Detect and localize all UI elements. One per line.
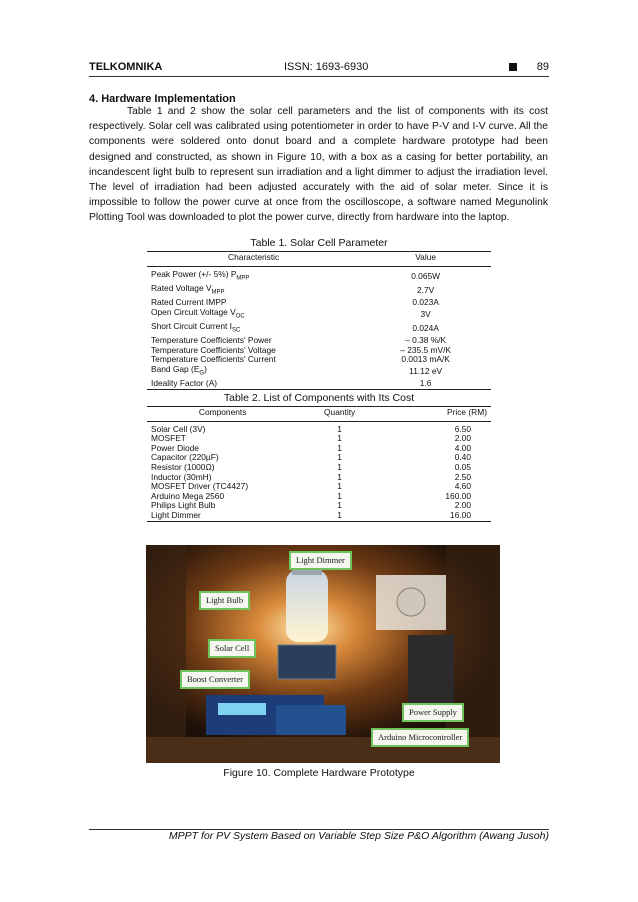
header-rule: [89, 76, 549, 77]
table1-value-cell: 3V: [420, 309, 431, 320]
table2-component-cell: Arduino Mega 2560: [151, 490, 225, 501]
table1-value-cell: 2.7V: [417, 285, 435, 296]
page-number: 89: [536, 61, 549, 73]
table2-price-cell: 0.05: [454, 461, 471, 472]
table2-component-cell: Resistor (1000Ω): [151, 461, 215, 472]
table1-row: [147, 266, 491, 284]
table1-value-cell: 0.024A: [412, 323, 439, 334]
body-paragraph: Table 1 and 2 show the solar cell parameters and the list of components with its cost respectively. Solar cell was calibrated using potentiometer in order to have P-V and I-V curve. All the components were soldered onto donut board and a complete hardware prototype had been designed and constructed, as shown in Figure 10, with a box as a casing for better portability, an incandescent light bulb to represent sun irradiation and a light dimmer to adjust the irradiation level. The level of irradiation had been adjusted accurately with the aid of solar meter. Since it is impossible to follow the power curve at once from the oscilloscope, a software named Megunolink Plotting Tool was downloaded to plot the power curve, directly from hardware into the laptop.: [89, 106, 548, 224]
table2-quantity-cell: 1: [337, 490, 342, 501]
issn: ISSN: 1693-6930: [284, 61, 369, 73]
label-power-supply: Power Supply: [402, 703, 464, 722]
table2-component-cell: Philips Light Bulb: [151, 500, 216, 511]
table1: [147, 251, 491, 390]
label-solar-cell: Solar Cell: [208, 639, 256, 658]
label-light-bulb: Light Bulb: [199, 591, 250, 610]
page-header: [89, 61, 549, 75]
table2-header-components: Components: [147, 407, 298, 422]
characteristic-name: Band Gap (E: [151, 364, 200, 375]
table1-header-characteristic: Characteristic: [147, 252, 360, 267]
table2-quantity-cell: 1: [337, 433, 342, 444]
table2-header-quantity: Quantity: [298, 407, 381, 422]
characteristic-subscript: SC: [231, 327, 241, 334]
characteristic-name: Open Circuit Voltage V: [151, 306, 236, 317]
running-footer: MPPT for PV System Based on Variable Step Size P&O Algorithm (Awang Jusoh): [168, 830, 549, 842]
table1-characteristic-cell: [147, 379, 360, 389]
table1-row: [147, 365, 491, 379]
label-arduino-microcontroller: Arduino Microcontroller: [371, 728, 469, 747]
label-light-dimmer: Light Dimmer: [289, 551, 352, 570]
table1-value-cell: 0.0013 mA/K: [401, 354, 450, 365]
table2-price-cell: 4.00: [454, 442, 471, 453]
table2-row: [147, 421, 491, 434]
table2-price-cell: 2.00: [454, 433, 471, 444]
hardware-photo: [146, 545, 500, 763]
table2-component-cell: MOSFET: [151, 433, 186, 444]
table2-price-cell: 4.60: [454, 481, 471, 492]
table2-quantity-cell: 1: [298, 511, 381, 521]
characteristic-subscript: MPP: [236, 275, 250, 282]
table2-quantity-cell: 1: [337, 442, 342, 453]
characteristic-name: Temperature Coefficients' Power: [151, 335, 272, 346]
table2-header-price: Price (RM): [381, 407, 491, 422]
table2-component-cell: Light Dimmer: [147, 511, 298, 521]
table1-value-cell: 0.065W: [411, 270, 441, 281]
table1-characteristic-cell: [147, 308, 360, 322]
table1-characteristic-cell: [147, 266, 360, 284]
characteristic-subscript: G: [199, 370, 205, 377]
table2-quantity-cell: 1: [337, 423, 342, 434]
table1-row: [147, 308, 491, 322]
characteristic-name: Short Circuit Current I: [151, 320, 232, 331]
table2-row: [147, 511, 491, 521]
characteristic-name: Rated Voltage V: [151, 282, 212, 293]
table2-quantity-cell: 1: [337, 481, 342, 492]
table1-header-value: Value: [360, 252, 491, 267]
characteristic-subscript: MPP: [211, 289, 225, 296]
table2-component-cell: Capacitor (220µF): [151, 452, 219, 463]
table2-quantity-cell: 1: [337, 461, 342, 472]
section-title: 4. Hardware Implementation: [89, 93, 236, 105]
characteristic-subscript: OC: [235, 313, 245, 320]
table2-component-cell: MOSFET Driver (TC4427): [151, 481, 249, 492]
table1-row: [147, 322, 491, 336]
table1-row: [147, 379, 491, 389]
characteristic-name: Ideality Factor (A): [151, 378, 218, 389]
table2-quantity-cell: 1: [337, 452, 342, 463]
table2: [147, 406, 491, 522]
journal-name: TELKOMNIKA: [89, 61, 163, 73]
table2-caption: Table 2. List of Components with Its Cost: [223, 392, 415, 404]
characteristic-suffix: ): [204, 364, 207, 375]
table2-price-cell: 0.40: [454, 452, 471, 463]
table1-value-cell: – 235.5 mV/K: [400, 344, 451, 355]
table2-quantity-cell: 1: [337, 471, 342, 482]
table1-characteristic-cell: [147, 284, 360, 298]
table2-price-cell: 16.00: [381, 511, 491, 521]
table2-component-cell: Inductor (30mH): [151, 471, 212, 482]
table2-price-cell: 160.00: [445, 490, 471, 501]
table2-price-cell: 2.00: [454, 500, 471, 511]
table1-characteristic-cell: [147, 365, 360, 379]
table1-value-cell: 0.023A: [412, 297, 439, 308]
table2-component-cell: Power Diode: [151, 442, 199, 453]
characteristic-name: Temperature Coefficients' Voltage: [151, 344, 276, 355]
characteristic-name: Temperature Coefficients' Current: [151, 354, 276, 365]
table2-price-cell: 6.50: [454, 423, 471, 434]
table1-row: [147, 284, 491, 298]
table1-value-cell: – 0.38 %/K: [405, 335, 447, 346]
figure-caption: Figure 10. Complete Hardware Prototype: [223, 767, 415, 779]
table1-caption: Table 1. Solar Cell Parameter: [250, 237, 388, 249]
table2-quantity-cell: 1: [337, 500, 342, 511]
table1-value-cell: 11.12 eV: [409, 366, 443, 377]
table2-component-cell: Solar Cell (3V): [151, 423, 206, 434]
label-boost-converter: Boost Converter: [180, 670, 250, 689]
characteristic-name: Peak Power (+/- 5%) P: [151, 268, 237, 279]
characteristic-name: Rated Current IMPP: [151, 297, 227, 308]
table2-price-cell: 2.50: [454, 471, 471, 482]
table1-value-cell: 1.6: [360, 379, 491, 389]
square-bullet-icon: [509, 63, 517, 71]
table1-characteristic-cell: [147, 322, 360, 336]
